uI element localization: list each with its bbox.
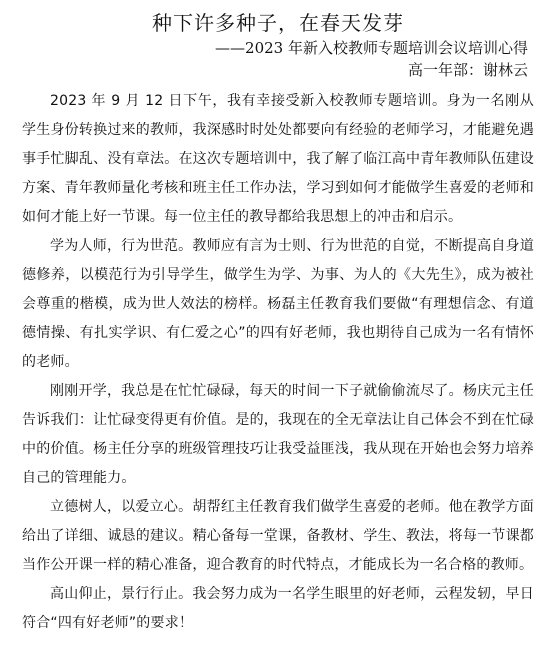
paragraph: 学为人师，行为世范。教师应有言为士则、行为世范的自觉，不断提高自身道德修养，以模范行为引导学生，做学生为学、为事、为人的《大先生》，成为被社会尊重的楷模，成为世人效法的榜样。杨磊主任教育我们要做“有理想信念、有道德情操、有扎实学识、有仁爱之心”的四有好老师，我也期待自己成为一名有情怀的老师。 — [22, 238, 534, 370]
paragraph: 刚刚开学，我总是在忙忙碌碌，每天的时间一下子就偷偷流尽了。杨庆元主任告诉我们：让忙碌变得更有价值。是的，我现在的全无章法让自己体会不到在忙碌中的价值。杨主任分享的班级管理技巧让我受益匪浅，我从现在开始也会努力培养自己的管理能力。 — [22, 383, 534, 486]
document-title: 种下许多种子，在春天发芽 — [152, 11, 404, 35]
document-subtitle: ——2023 年新入校教师专题培训会议培训心得 — [215, 39, 528, 57]
paragraph: 2023 年 9 月 12 日下午，我有幸接受新入校教师专题培训。身为一名刚从学生身份转换过来的教师，我深感时时处处都要向有经验的老师学习，才能避免遇事手忙脚乱、没有章法。在这次专题培训中，我了解了临江高中青年教师队伍建设方案、青年教师量化考核和班主任工作办法，学习到如何才能做学生喜爱的老师和如何才能上好一节课。每一位主任的教导都给我思想上的冲击和启示。 — [22, 93, 534, 225]
document-author: 高一年部：谢林云 — [407, 61, 528, 79]
document-body — [22, 87, 534, 638]
paragraph: 立德树人，以爱立心。胡帮红主任教育我们做学生喜爱的老师。他在教学方面给出了详细、诚恳的建议。精心备每一堂课，备教材、学生、教法，将每一节课都当作公开课一样的精心准备，迎合教育的时代特点，才能成长为一名合格的教师。 — [22, 499, 534, 573]
paragraph: 高山仰止，景行行止。我会努力成为一名学生眼里的好老师，云程发轫，早日符合“四有好老师”的要求！ — [22, 586, 534, 631]
